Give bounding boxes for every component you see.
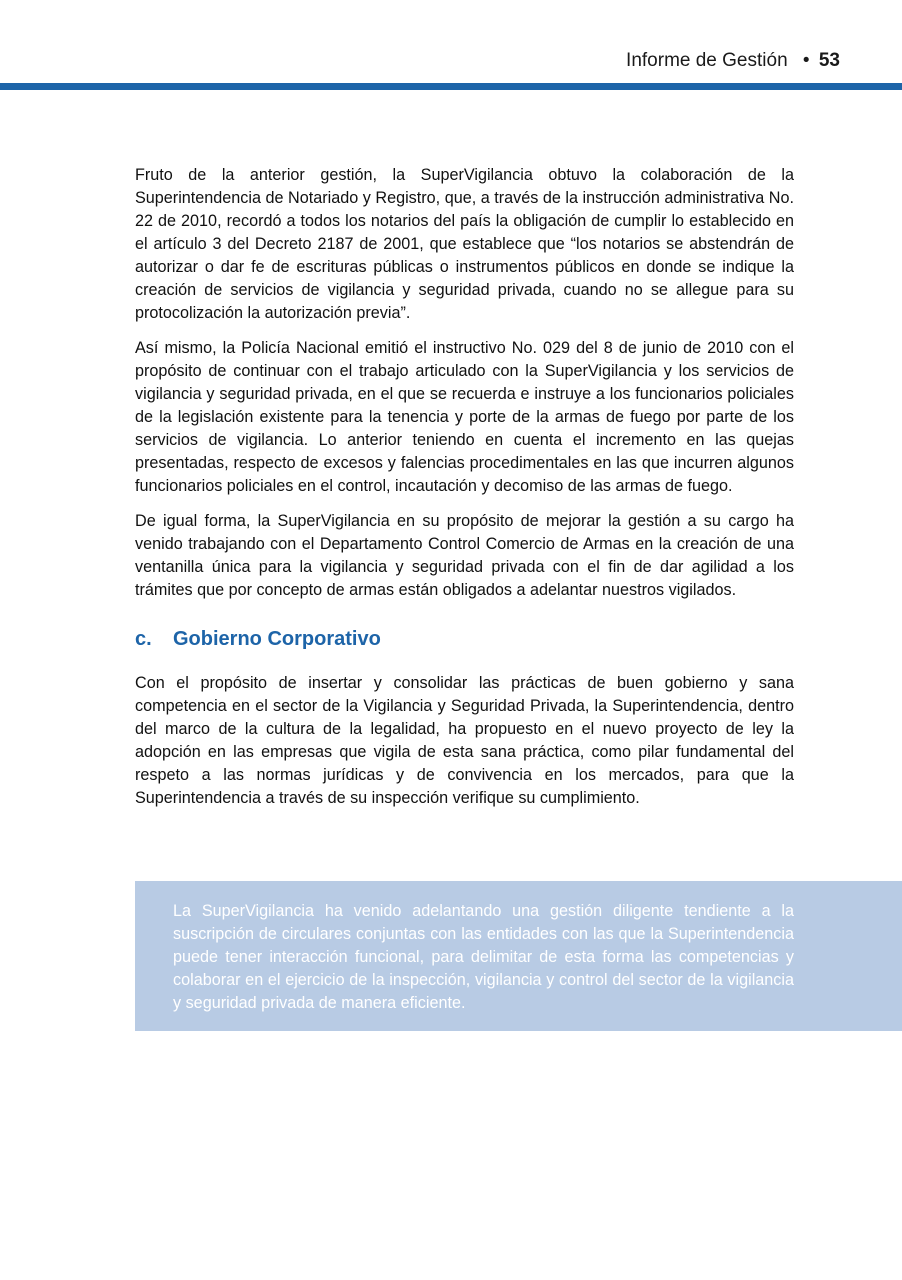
running-header (626, 50, 840, 72)
section-paragraph: Con el propósito de insertar y consolidar las prácticas de buen gobierno y sana competencia en el sector de la Vigilancia y Seguridad Privada, la Superintendencia, dentro del marco de la cultura de la legalidad, ha propuesto en el nuevo proyecto de ley la adopción en las empresas que vigila de esta sana práctica, como pilar fundamental del respeto a las normas jurídicas y de convivencia en los mercados, para que la Superintendencia a través de su inspección verifique su cumplimiento. (135, 674, 794, 807)
header-bullet: • (802, 50, 810, 71)
header-rule (0, 83, 902, 90)
section-title: Gobierno Corporativo (173, 628, 381, 650)
section-heading (135, 626, 794, 652)
report-title: Informe de Gestión (626, 50, 788, 71)
paragraph: Fruto de la anterior gestión, la SuperVigilancia obtuvo la colaboración de la Superintendencia de Notariado y Registro, que, a través de la instrucción administrativa No. 22 de 2010, recordó a todos los notarios del país la obligación de cumplir lo establecido en el artículo 3 del Decreto 2187 de 2001, que establece que “los notarios se abstendrán de autorizar o dar fe de escrituras públicas o instrumentos públicos en donde se indique la creación de servicios de vigilancia y seguridad privada, cuando no se allegue para su protocolización la autorización previa”. (135, 166, 794, 322)
paragraph: Así mismo, la Policía Nacional emitió el instructivo No. 029 del 8 de junio de 2010 con el propósito de continuar con el trabajo articulado con la SuperVigilancia y los servicios de vigilancia y seguridad privada, en el que se recuerda e instruye a los funcionarios policiales de la legislación existente para la tenencia y porte de la armas de fuego por parte de los servicios de vigilancia. Lo anterior teniendo en cuenta el incremento en las quejas presentadas, respecto de excesos y falencias procedimentales en las que incurren algunos funcionarios policiales en el control, incautación y decomiso de las armas de fuego. (135, 339, 794, 495)
page-number: 53 (818, 50, 840, 71)
section-letter: c. (135, 628, 152, 650)
paragraph: De igual forma, la SuperVigilancia en su propósito de mejorar la gestión a su cargo ha venido trabajando con el Departamento Control Comercio de Armas en la creación de una ventanilla única para la vigilancia y seguridad privada con el fin de dar agilidad a los trámites que por concepto de armas están obligados a adelantar nuestros vigilados. (135, 512, 794, 599)
main-content (135, 164, 794, 822)
highlight-callout (135, 881, 902, 1031)
callout-text: La SuperVigilancia ha venido adelantando una gestión diligente tendiente a la suscripción de circulares conjuntas con las entidades con las que la Superintendencia puede tener interacción funcional, para delimitar de esta forma las competencias y colaborar en el ejercicio de la inspección, vigilancia y control del sector de la vigilancia y seguridad privada de manera eficiente. (173, 902, 794, 1012)
